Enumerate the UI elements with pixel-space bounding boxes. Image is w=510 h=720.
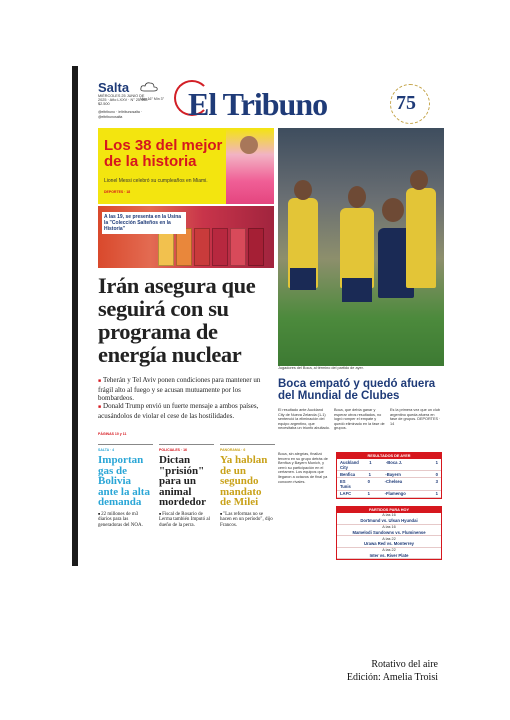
- column-tag: SALTA · 4: [98, 448, 115, 452]
- team-home: Benfica: [340, 471, 356, 477]
- main-bullet-2: ■ Donald Trump envió un fuerte mensaje a ambos países, acusándolos de violar el cese de las hostilidades.: [98, 402, 274, 420]
- team-home: Auckland City: [340, 459, 359, 470]
- credits: [347, 658, 438, 684]
- table-row: [337, 491, 441, 498]
- team-away: Boca J.: [387, 459, 403, 465]
- player-figure: [348, 186, 366, 208]
- fixture-time: A las 16: [382, 513, 396, 518]
- table-row: [337, 478, 441, 490]
- score-separator: -: [384, 478, 386, 484]
- team-home: ES Tunis: [340, 478, 351, 489]
- column-body: ■ "Las reformas no se hacen en un período", dijo Francos.: [220, 512, 275, 529]
- credits-line-2: Edición: Amelia Troisi: [346, 672, 438, 683]
- column-milei: [220, 444, 275, 557]
- social-handles: @eltribuno · /eltribunosalta · @eltribunosalta: [98, 110, 143, 119]
- book-cover: [212, 228, 228, 266]
- cloud-icon: [140, 82, 158, 92]
- boca-side-text: Boca, sin alegrías, finalizó tercero en su grupo detrás de Benfica y Bayern Munich, y cerró su participación en el certamen. Los equipos que llegaron a octavos de final ya conocen rivales.: [278, 452, 328, 484]
- messi-feature: [98, 128, 274, 204]
- fixture-time: A las 16: [382, 524, 396, 529]
- column-headline: Dictan "prisión" para un animal mordedor: [159, 454, 207, 508]
- fixture-time: A las 22: [382, 536, 396, 541]
- score-home: 1: [368, 471, 371, 477]
- player-figure: [410, 170, 428, 190]
- score-away: 1: [435, 459, 439, 465]
- player-figure: [342, 278, 372, 302]
- fixture-match: Urawa Red vs. Monterrey: [337, 541, 441, 548]
- column-prision: [159, 444, 214, 557]
- book-cover: [194, 228, 210, 266]
- fixture-time: A las 22: [382, 548, 396, 553]
- books-promo-label: A las 19, se presenta en la Usina la "Colección Salteños en la Historia": [102, 212, 186, 234]
- fixtures-table: [336, 506, 442, 560]
- fixture-match: Inter vs. River Plate: [337, 552, 441, 559]
- column-headline: Importan gas de Bolivia ante la alta demanda: [98, 454, 150, 508]
- messi-headline: Los 38 del mejor de la historia: [104, 137, 223, 170]
- boca-text-col-1: El resultado ante Auckland City de Nueva Zelanda (1-1) sentenció la eliminación del equipo argentino, que necesitaba un triunfo abultado.: [278, 408, 330, 431]
- column-tag: PANORAMA · 6: [220, 448, 246, 452]
- player-figure: [340, 208, 374, 288]
- score-separator: -: [385, 471, 387, 477]
- table-row: [337, 471, 441, 478]
- fixture-match: Dortmund vs. Ulsan Hyundai: [337, 518, 441, 525]
- anniversary-number: 75: [396, 92, 416, 114]
- player-figure: [406, 188, 436, 288]
- score-away: 3: [435, 478, 438, 484]
- book-cover: [248, 228, 264, 266]
- team-home: LAFC: [340, 491, 352, 497]
- column-gas: [98, 444, 153, 557]
- main-bullet-1: ■ Teherán y Tel Aviv ponen condiciones para mantener un frágil alto al fuego y se acusan mutuamente por los bombardeos.: [98, 376, 274, 403]
- column-body: ■ 22 millones de m3 diarios para las generadoras del NOA.: [98, 512, 153, 529]
- results-table-title: RESULTADOS DE AYER: [337, 453, 441, 459]
- dateline: MIÉRCOLES 25 JUNIO DE 2025 · Año LXXV · N° 25.468 · $2.500: [98, 94, 150, 107]
- score-separator: -: [385, 459, 388, 465]
- temperature-readout: Máx 16° Mín 3°: [140, 97, 165, 101]
- messi-subtitle: Lionel Messi celebró su cumpleaños en Miami.: [104, 178, 208, 184]
- column-headline: Ya hablan de un segundo mandato de Milei: [220, 454, 268, 508]
- newspaper-front-page: [72, 66, 444, 566]
- score-away: 0: [435, 471, 438, 477]
- masthead-logo: El Tribuno: [188, 86, 328, 122]
- table-row: [337, 459, 441, 471]
- messi-section-tag: DEPORTES · 18: [104, 190, 131, 194]
- score-away: 1: [435, 491, 438, 497]
- books-promo: [98, 206, 274, 268]
- fixture-match: Mamelodi Sundowns vs. Fluminense: [337, 529, 441, 536]
- team-away: Flamengo: [386, 491, 406, 497]
- column-tag: POLICIALES · 16: [159, 448, 188, 452]
- messi-photo-head: [240, 136, 258, 154]
- score-separator: -: [384, 491, 386, 497]
- player-figure: [290, 268, 316, 290]
- column-body: ■ Fiscal de Rosario de Lerma también Imputó al dueño de la perra.: [159, 512, 214, 529]
- credits-line-1: Rotativo del aire: [371, 659, 438, 670]
- results-table: [336, 452, 442, 499]
- boca-headline: Boca empató y quedó afuera del Mundial de Clubes: [278, 378, 436, 402]
- main-headline: Irán asegura que seguirá con su programa de energía nuclear: [98, 273, 256, 367]
- score-home: 1: [367, 491, 370, 497]
- player-figure: [294, 180, 312, 200]
- boca-text-col-2: Boca, que debía ganar y esperar otros resultados, no logró romper el empate y quedó eliminado en la fase de grupos.: [334, 408, 385, 431]
- player-figure: [382, 198, 404, 222]
- book-cover: [230, 228, 246, 266]
- boca-photo: [278, 128, 444, 366]
- edition-city: Salta: [98, 80, 130, 95]
- team-away: Chelsea: [386, 478, 403, 484]
- fixtures-table-title: PARTIDOS PARA HOY: [337, 507, 441, 513]
- team-away: Bayern: [386, 471, 401, 477]
- photo-caption: Jugadores del Boca, al término del partido de ayer.: [278, 366, 364, 370]
- score-home: 0: [367, 478, 370, 484]
- score-home: 1: [369, 459, 372, 465]
- boca-text-col-3: Es la primera vez que un club argentino queda afuera en fase de grupos. DEPORTES · 14: [390, 408, 441, 426]
- main-page-ref: PÁGINAS 10 y 11: [98, 432, 127, 436]
